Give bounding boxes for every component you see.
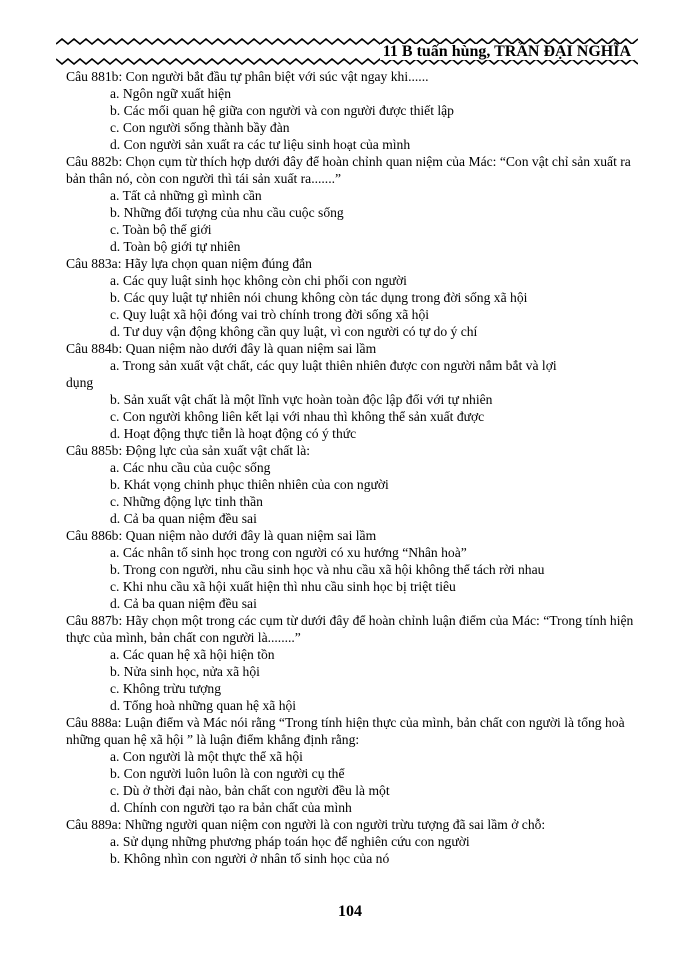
- answer-option: a. Sử dụng những phương pháp toán học để nghiên cứu con người: [110, 834, 470, 849]
- page-number: 104: [338, 903, 362, 920]
- question-block: [66, 340, 636, 442]
- question-text: Câu 887b: Hãy chọn một trong các cụm từ dưới đây để hoàn chỉnh luận điểm của Mác: “Trong tính hiện thực của mình, bản chất con người là........”: [66, 613, 634, 645]
- question-text: Câu 882b: Chọn cụm từ thích hợp dưới đây để hoàn chỉnh quan niệm của Mác: “Con vật chỉ sản xuất ra bản thân nó, còn con người thì tái sản xuất ra.......”: [66, 154, 631, 186]
- answer-option: d. Cả ba quan niệm đều sai: [110, 596, 257, 611]
- question-text: Câu 884b: Quan niệm nào dưới đây là quan niệm sai lầm: [66, 341, 377, 356]
- question-block: [66, 255, 636, 340]
- question-block: [66, 442, 636, 527]
- answer-option: c. Những động lực tinh thần: [110, 494, 263, 509]
- answer-option: b. Sản xuất vật chất là một lĩnh vực hoàn toàn độc lập đối với tự nhiên: [110, 392, 493, 407]
- answer-option: d. Tổng hoà những quan hệ xã hội: [110, 698, 297, 713]
- answer-option: b. Trong con người, nhu cầu sinh học và nhu cầu xã hội không thể tách rời nhau: [110, 562, 545, 577]
- answer-option: d. Hoạt động thực tiễn là hoạt động có ý thức: [110, 426, 357, 441]
- answer-option: b. Con người luôn luôn là con người cụ thể: [110, 766, 345, 781]
- question-block: [66, 153, 636, 255]
- question-text: Câu 888a: Luận điểm và Mác nói rằng “Trong tính hiện thực của mình, bản chất con người là tổng hoà những quan hệ xã hội ” là luận điểm khẳng định rằng:: [66, 715, 625, 747]
- answer-option: a. Trong sản xuất vật chất, các quy luật thiên nhiên được con người nắm bắt và lợi: [110, 358, 557, 373]
- answer-option: c. Dù ở thời đại nào, bản chất con người đều là một: [110, 783, 390, 798]
- question-text: Câu 881b: Con người bắt đầu tự phân biệt với súc vật ngay khi......: [66, 69, 429, 84]
- answer-option: b. Không nhìn con người ở nhân tố sinh học của nó: [110, 851, 390, 866]
- question-block: [66, 527, 636, 612]
- answer-option: a. Các nhu cầu của cuộc sống: [110, 460, 271, 475]
- question-block: [66, 714, 636, 816]
- answer-option: c. Con người sống thành bầy đàn: [110, 120, 290, 135]
- answer-option: b. Những đối tượng của nhu cầu cuộc sống: [110, 205, 344, 220]
- answer-option: a. Ngôn ngữ xuất hiện: [110, 86, 232, 101]
- answer-option: d. Tư duy vận động không cần quy luật, vì con người có tự do ý chí: [110, 324, 478, 339]
- answer-option: b. Nửa sinh học, nửa xã hội: [110, 664, 260, 679]
- answer-option: b. Các quy luật tự nhiên nói chung không còn tác dụng trong đời sống xã hội: [110, 290, 528, 305]
- answer-option: d. Toàn bộ giới tự nhiên: [110, 239, 241, 254]
- answer-option: b. Khát vọng chinh phục thiên nhiên của con người: [110, 477, 389, 492]
- question-text: Câu 889a: Những người quan niệm con người là con người trừu tượng đã sai lầm ở chỗ:: [66, 817, 546, 832]
- question-text: Câu 885b: Động lực của sản xuất vật chất là:: [66, 443, 311, 458]
- answer-option: d. Con người sản xuất ra các tư liệu sinh hoạt của mình: [110, 137, 411, 152]
- answer-option: a. Các quy luật sinh học không còn chi phối con người: [110, 273, 407, 288]
- answer-option: b. Các mối quan hệ giữa con người và con người được thiết lập: [110, 103, 454, 118]
- answer-option: d. Chính con người tạo ra bản chất của mình: [110, 800, 352, 815]
- answer-option: c. Khi nhu cầu xã hội xuất hiện thì nhu cầu sinh học bị triệt tiêu: [110, 579, 456, 594]
- answer-option: a. Con người là một thực thể xã hội: [110, 749, 303, 764]
- answer-option: c. Con người không liên kết lại với nhau thì không thể sản xuất được: [110, 409, 485, 424]
- question-block: [66, 68, 636, 153]
- answer-option: a. Các quan hệ xã hội hiện tồn: [110, 647, 275, 662]
- answer-option-wrap: dụng: [66, 375, 94, 390]
- answer-option: d. Cả ba quan niệm đều sai: [110, 511, 257, 526]
- answer-option: a. Tất cả những gì mình cần: [110, 188, 262, 203]
- answer-option: c. Toàn bộ thế giới: [110, 222, 212, 237]
- answer-option: a. Các nhân tố sinh học trong con người có xu hướng “Nhân hoà”: [110, 545, 467, 560]
- page-header: [56, 38, 638, 66]
- question-text: Câu 886b: Quan niệm nào dưới đây là quan niệm sai lầm: [66, 528, 377, 543]
- question-text: Câu 883a: Hãy lựa chọn quan niệm đúng đắn: [66, 256, 312, 271]
- question-list: [66, 68, 636, 867]
- answer-option: c. Không trừu tượng: [110, 681, 222, 696]
- question-block: [66, 816, 636, 867]
- header-title: 11 B tuấn hùng, TRẦN ĐẠI NGHĨA: [380, 44, 634, 60]
- answer-option: c. Quy luật xã hội đóng vai trò chính trong đời sống xã hội: [110, 307, 430, 322]
- question-block: [66, 612, 636, 714]
